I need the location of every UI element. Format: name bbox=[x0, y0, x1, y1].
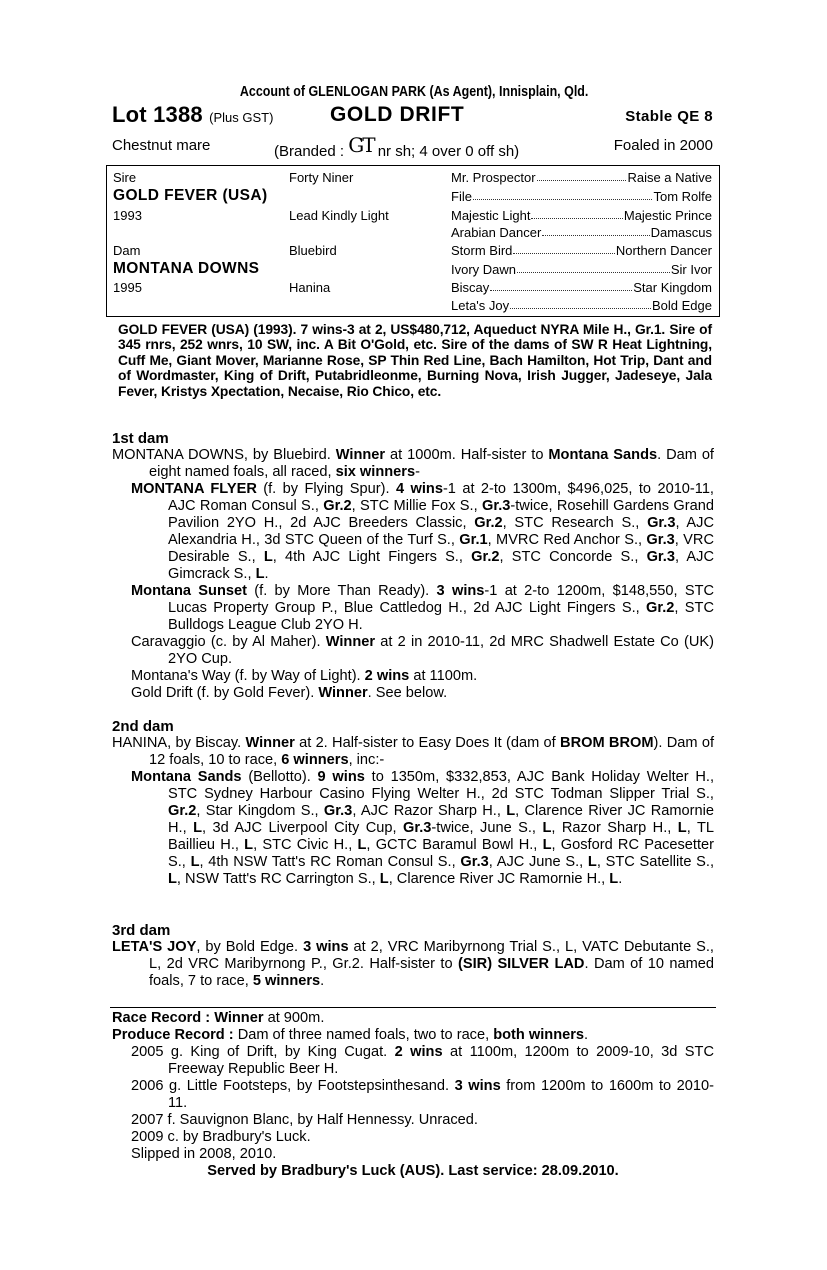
ggp-right: Star Kingdom bbox=[633, 280, 712, 295]
brand-glyph-icon: GT bbox=[348, 133, 374, 157]
third-dam-section bbox=[112, 922, 714, 990]
ggp-row bbox=[451, 189, 712, 204]
progeny-entry: Caravaggio (c. by Al Maher). Winner at 2 in 2010-11, 2d MRC Shadwell Estate Co (UK) 2YO Cup. bbox=[131, 634, 714, 667]
race-record: Race Record : Winner at 900m. bbox=[112, 1010, 325, 1026]
ggp-left: Ivory Dawn bbox=[451, 262, 517, 277]
pedigree-table bbox=[106, 165, 720, 317]
first-dam-section bbox=[112, 430, 714, 702]
sire-name: GOLD FEVER (USA) bbox=[113, 187, 268, 204]
horse-name: GOLD DRIFT bbox=[330, 103, 465, 126]
progeny-entry: Montana Sunset (f. by More Than Ready). 3 wins-1 at 2-to 1200m, $148,550, STC Lucas Property Group P., Blue Cattledog H., 2d AJC Light Fingers S., Gr.2, STC Bulldogs League Club 2YO H. bbox=[131, 583, 715, 633]
third-dam-intro: LETA'S JOY, by Bold Edge. 3 wins at 2, VRC Maribyrnong Trial S., L, VATC Debutante S., L, 2d VRC Maribyrnong P., Gr.2. Half-sister to (SIR) SILVER LAD. Dam of 10 named foals, 7 to race, 5 winners. bbox=[112, 939, 714, 989]
served-by: Served by Bradbury's Luck (AUS). Last service: 28.09.2010. bbox=[207, 1163, 619, 1179]
dam-label: Dam bbox=[113, 243, 141, 258]
dam-year: 1995 bbox=[113, 280, 142, 295]
ggp-row bbox=[451, 170, 712, 185]
sire-sire: Forty Niner bbox=[289, 170, 354, 185]
ggp-left: Leta's Joy bbox=[451, 298, 510, 313]
sire-label: Sire bbox=[113, 170, 137, 185]
produce-record-intro: Produce Record : Dam of three named foals, two to race, both winners. bbox=[112, 1027, 589, 1043]
ggp-left: File bbox=[451, 189, 472, 204]
ggp-row bbox=[451, 225, 712, 240]
vendor-account-line: Account of GLENLOGAN PARK (As Agent), Innisplain, Qld. bbox=[239, 84, 589, 100]
produce-entry: Slipped in 2008, 2010. bbox=[131, 1146, 277, 1162]
ggp-row bbox=[451, 208, 712, 223]
section-divider bbox=[110, 1007, 716, 1008]
ggp-right: Majestic Prince bbox=[623, 208, 712, 223]
brand-suffix: nr sh; 4 over 0 off sh) bbox=[373, 143, 520, 160]
foaled-year: Foaled in 2000 bbox=[613, 137, 713, 154]
gst-note: (Plus GST) bbox=[209, 110, 274, 125]
progeny-entry: Montana's Way (f. by Way of Light). 2 wins at 1100m. bbox=[131, 668, 478, 684]
progeny-entry: Montana Sands (Bellotto). 9 wins to 1350m, $332,853, AJC Bank Holiday Welter H., STC Sydney Harbour Casino Flying Welter H., 2d STC Todman Slipper Trial S., Gr.2, Star Kingdom S., Gr.3, AJC Razor Sharp H., L, Clarence River JC Ramornie H., L, 3d AJC Liverpool City Cup, Gr.3-twice, June S., L, Razor Sharp H., L, TL Baillieu H., L, STC Civic H., L, GCTC Baramul Bowl H., L, Gosford RC Pacesetter S., L, 4th NSW Tatt's RC Roman Consul S., Gr.3, AJC June S., L, STC Satellite S., L, NSW Tatt's RC Carrington S., L, Clarence River JC Ramornie H., L. bbox=[131, 769, 715, 887]
ggp-left: Biscay bbox=[451, 280, 490, 295]
lot-number bbox=[112, 102, 273, 128]
stable-number: Stable QE 8 bbox=[625, 108, 713, 125]
ggp-right: Raise a Native bbox=[627, 170, 712, 185]
progeny-entry: Gold Drift (f. by Gold Fever). Winner. See below. bbox=[131, 685, 448, 701]
second-dam-intro: HANINA, by Biscay. Winner at 2. Half-sister to Easy Does It (dam of BROM BROM). Dam of 12 foals, 10 to race, 6 winners, inc:- bbox=[112, 735, 715, 768]
second-dam-heading: 2nd dam bbox=[112, 718, 174, 735]
dam-dam: Hanina bbox=[289, 280, 331, 295]
sire-summary: GOLD FEVER (USA) (1993). 7 wins-3 at 2, US$480,712, Aqueduct NYRA Mile H., Gr.1. Sire of 345 rnrs, 252 wnrs, 10 SW, inc. A Bit O'Gold, etc. Sire of the dams of SW R Heat Lightning, Cuff Me, Giant Mover, Marianne Rose, SP Thin Red Line, Bach Hamilton, Hot Trip, Dant and of Wordmaster, King of Drift, Putabridleonme, Burning Nova, Irish Jugger, Jadeseye, Jala Fever, Kristys Xpectation, Necaise, Rio Chico, etc. bbox=[118, 322, 712, 399]
sire-dam: Lead Kindly Light bbox=[289, 208, 389, 223]
first-dam-intro: MONTANA DOWNS, by Bluebird. Winner at 1000m. Half-sister to Montana Sands. Dam of eight named foals, all raced, six winners- bbox=[112, 447, 714, 480]
ggp-left: Arabian Dancer bbox=[451, 225, 542, 240]
brand-info bbox=[274, 133, 520, 161]
second-dam-section bbox=[112, 718, 714, 888]
dam-name: MONTANA DOWNS bbox=[113, 260, 260, 277]
dam-sire: Bluebird bbox=[289, 243, 337, 258]
produce-entry: 2009 c. by Bradbury's Luck. bbox=[131, 1129, 311, 1145]
ggp-right: Sir Ivor bbox=[670, 262, 712, 277]
progeny-entry: MONTANA FLYER (f. by Flying Spur). 4 wins-1 at 2-to 1300m, $496,025, to 2010-11, AJC Roman Consul S., Gr.2, STC Millie Fox S., Gr.3-twice, Rosehill Gardens Grand Pavilion 2YO H., 2d AJC Breeders Classic, Gr.2, STC Research S., Gr.3, AJC Alexandria H., 3d STC Queen of the Turf S., Gr.1, MVRC Red Anchor S., Gr.3, VRC Desirable S., L, 4th AJC Light Fingers S., Gr.2, STC Concorde S., Gr.3, AJC Gimcrack S., L. bbox=[131, 481, 715, 582]
produce-entry: 2005 g. King of Drift, by King Cugat. 2 wins at 1100m, 1200m to 2009-10, 3d STC Freeway Republic Beer H. bbox=[131, 1044, 714, 1077]
produce-entry: 2006 g. Little Footsteps, by Footstepsinthesand. 3 wins from 1200m to 1600m to 2010-11. bbox=[131, 1078, 714, 1111]
colour-sex: Chestnut mare bbox=[112, 137, 211, 154]
ggp-left: Storm Bird bbox=[451, 243, 513, 258]
produce-entry: 2007 f. Sauvignon Blanc, by Half Hennessy. Unraced. bbox=[131, 1112, 478, 1128]
third-dam-heading: 3rd dam bbox=[112, 922, 171, 939]
ggp-left: Majestic Light bbox=[451, 208, 531, 223]
ggp-row bbox=[451, 262, 712, 277]
ggp-left: Mr. Prospector bbox=[451, 170, 536, 185]
brand-prefix: (Branded : bbox=[274, 143, 349, 160]
ggp-row bbox=[451, 243, 712, 258]
ggp-row bbox=[451, 280, 712, 295]
ggp-right: Northern Dancer bbox=[615, 243, 712, 258]
ggp-row bbox=[451, 298, 712, 313]
ggp-right: Tom Rolfe bbox=[653, 189, 712, 204]
ggp-right: Bold Edge bbox=[652, 298, 712, 313]
ggp-right: Damascus bbox=[650, 225, 712, 240]
first-dam-heading: 1st dam bbox=[112, 430, 169, 447]
sire-year: 1993 bbox=[113, 208, 142, 223]
records-section bbox=[112, 1010, 714, 1180]
lot-label: Lot 1388 bbox=[112, 102, 203, 127]
